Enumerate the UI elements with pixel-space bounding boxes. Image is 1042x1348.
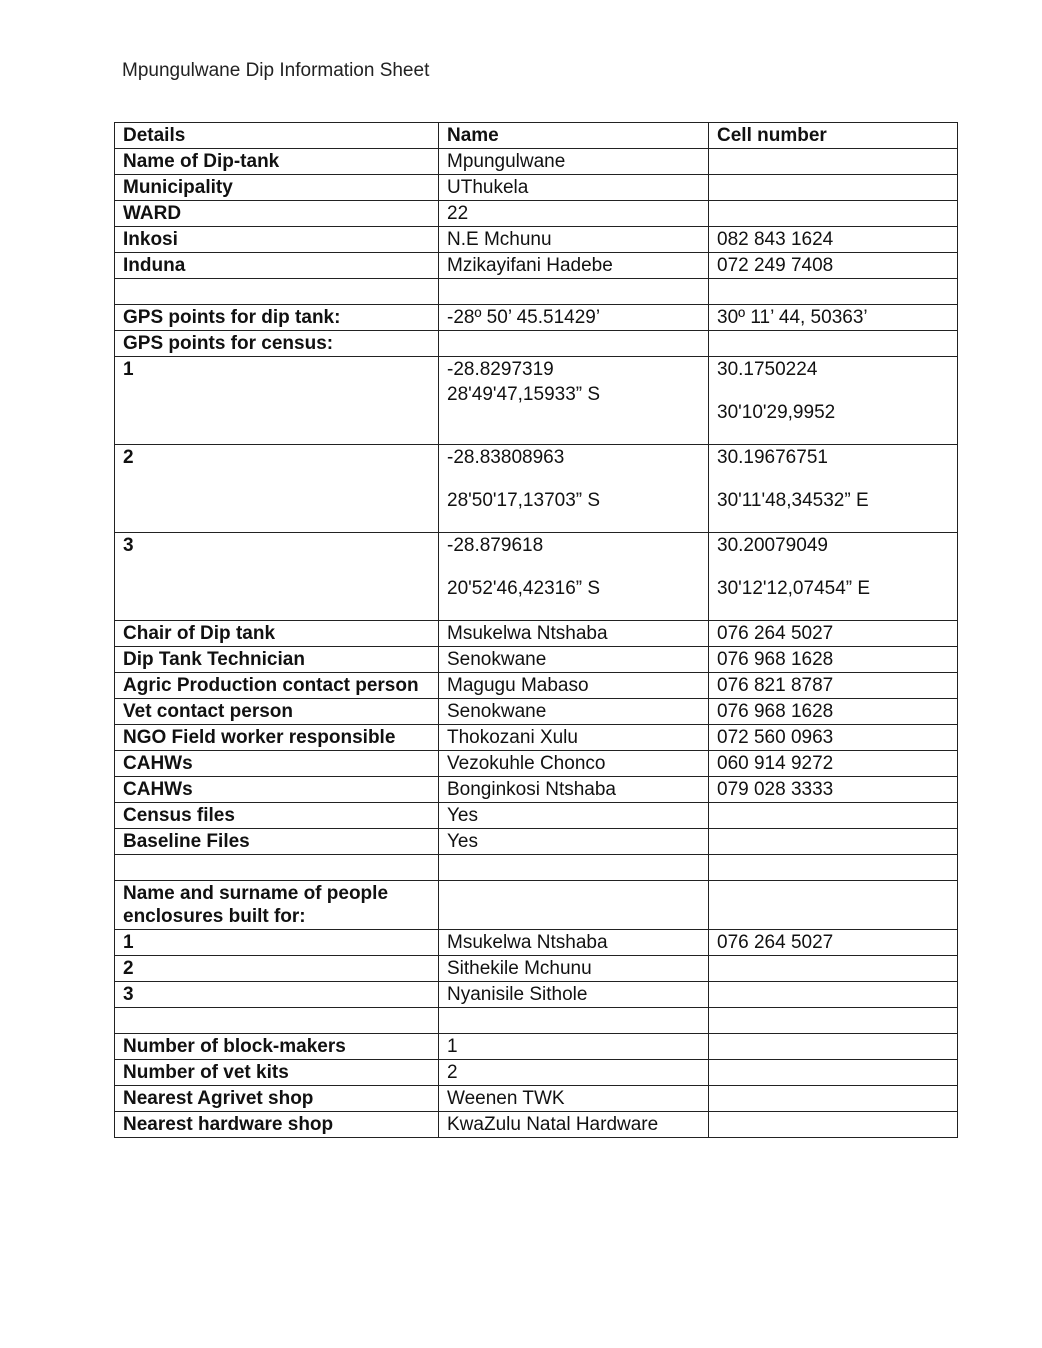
empty-row	[115, 855, 958, 881]
spacer	[717, 381, 949, 401]
row-label: Municipality	[115, 175, 439, 201]
row-cell	[709, 829, 958, 855]
empty-cell	[439, 1008, 709, 1034]
row-label: Name of Dip-tank	[115, 149, 439, 175]
longitude-cell	[709, 357, 958, 445]
empty-row	[115, 279, 958, 305]
row-label: Number of block-makers	[115, 1034, 439, 1060]
row-cell: 076 968 1628	[709, 647, 958, 673]
row-cell	[709, 1034, 958, 1060]
row-name: Sithekile Mchunu	[439, 956, 709, 982]
row-label: Census files	[115, 803, 439, 829]
census-point-row	[115, 357, 958, 445]
row-cell	[709, 803, 958, 829]
row-name: Nyanisile Sithole	[439, 982, 709, 1008]
row-label: 1	[115, 357, 439, 445]
empty-cell	[115, 1008, 439, 1034]
row-name: Bonginkosi Ntshaba	[439, 777, 709, 803]
table-row	[115, 175, 958, 201]
row-cell	[709, 331, 958, 357]
table-row	[115, 305, 958, 331]
latitude-dms: 28'49'47,15933” S	[447, 384, 601, 405]
row-label: CAHWs	[115, 777, 439, 803]
row-name: Yes	[439, 803, 709, 829]
row-name: 1	[439, 1034, 709, 1060]
row-label: Induna	[115, 253, 439, 279]
header-cell-number: Cell number	[709, 123, 958, 149]
row-name: Senokwane	[439, 647, 709, 673]
table-row	[115, 149, 958, 175]
header-details: Details	[115, 123, 439, 149]
empty-cell	[709, 1008, 958, 1034]
table-row	[115, 777, 958, 803]
empty-cell	[115, 855, 439, 881]
table-row	[115, 647, 958, 673]
row-name: Msukelwa Ntshaba	[439, 621, 709, 647]
latitude-cell	[439, 533, 709, 621]
table-row	[115, 1112, 958, 1138]
row-name	[439, 331, 709, 357]
row-cell: 076 264 5027	[709, 621, 958, 647]
row-label: 1	[115, 930, 439, 956]
row-cell: 076 968 1628	[709, 699, 958, 725]
row-name: 22	[439, 201, 709, 227]
longitude-dms: 30'10'29,9952	[717, 402, 836, 423]
row-cell: 079 028 3333	[709, 777, 958, 803]
row-name: Thokozani Xulu	[439, 725, 709, 751]
latitude-cell	[439, 445, 709, 533]
row-label: 2	[115, 956, 439, 982]
table-row	[115, 253, 958, 279]
row-name: 2	[439, 1060, 709, 1086]
latitude-dms: 20'52'46,42316” S	[447, 578, 601, 599]
row-label: Vet contact person	[115, 699, 439, 725]
empty-cell	[115, 279, 439, 305]
row-cell: 076 264 5027	[709, 930, 958, 956]
row-label: Agric Production contact person	[115, 673, 439, 699]
row-label: CAHWs	[115, 751, 439, 777]
row-name: Magugu Mabaso	[439, 673, 709, 699]
row-label: 2	[115, 445, 439, 533]
spacer	[717, 557, 949, 577]
row-label: WARD	[115, 201, 439, 227]
empty-cell	[709, 279, 958, 305]
row-label: NGO Field worker responsible	[115, 725, 439, 751]
table-row	[115, 725, 958, 751]
table-row	[115, 673, 958, 699]
row-cell: 076 821 8787	[709, 673, 958, 699]
row-name: KwaZulu Natal Hardware	[439, 1112, 709, 1138]
row-name: Yes	[439, 829, 709, 855]
row-label: GPS points for census:	[115, 331, 439, 357]
row-cell	[709, 1060, 958, 1086]
row-name: UThukela	[439, 175, 709, 201]
row-name: Msukelwa Ntshaba	[439, 930, 709, 956]
table-row	[115, 201, 958, 227]
row-cell	[709, 881, 958, 930]
census-point-row	[115, 445, 958, 533]
empty-cell	[439, 855, 709, 881]
row-label: Name and surname of people enclosures built for:	[115, 881, 439, 930]
row-label: Baseline Files	[115, 829, 439, 855]
row-label: 3	[115, 533, 439, 621]
row-name: Senokwane	[439, 699, 709, 725]
row-cell	[709, 956, 958, 982]
census-point-row	[115, 533, 958, 621]
longitude-cell	[709, 445, 958, 533]
row-cell: 30º 11’ 44, 50363’	[709, 305, 958, 331]
row-label: Nearest Agrivet shop	[115, 1086, 439, 1112]
row-cell	[709, 149, 958, 175]
table-header-row	[115, 123, 958, 149]
table-row	[115, 699, 958, 725]
table-row	[115, 227, 958, 253]
table-row	[115, 1086, 958, 1112]
latitude-cell	[439, 357, 709, 445]
table-row	[115, 881, 958, 930]
row-label: Number of vet kits	[115, 1060, 439, 1086]
header-name: Name	[439, 123, 709, 149]
row-label: Dip Tank Technician	[115, 647, 439, 673]
table-row	[115, 1034, 958, 1060]
row-label: 3	[115, 982, 439, 1008]
empty-cell	[439, 279, 709, 305]
longitude-decimal: 30.20079049	[717, 535, 828, 556]
longitude-decimal: 30.1750224	[717, 359, 818, 380]
row-label: Nearest hardware shop	[115, 1112, 439, 1138]
longitude-dms: 30'11'48,34532” E	[717, 490, 869, 511]
row-cell	[709, 175, 958, 201]
row-name: -28º 50’ 45.51429’	[439, 305, 709, 331]
row-cell: 072 560 0963	[709, 725, 958, 751]
longitude-decimal: 30.19676751	[717, 447, 828, 468]
row-name: Mpungulwane	[439, 149, 709, 175]
spacer	[717, 469, 949, 489]
row-cell	[709, 1112, 958, 1138]
empty-cell	[709, 855, 958, 881]
row-name: N.E Mchunu	[439, 227, 709, 253]
table-row	[115, 982, 958, 1008]
table-row	[115, 621, 958, 647]
longitude-cell	[709, 533, 958, 621]
longitude-dms: 30'12'12,07454” E	[717, 578, 871, 599]
row-label: Inkosi	[115, 227, 439, 253]
table-row	[115, 829, 958, 855]
row-name: Mzikayifani Hadebe	[439, 253, 709, 279]
row-cell: 082 843 1624	[709, 227, 958, 253]
table-row	[115, 331, 958, 357]
row-cell	[709, 1086, 958, 1112]
latitude-decimal: -28.879618	[447, 535, 544, 556]
row-cell	[709, 982, 958, 1008]
row-label: Chair of Dip tank	[115, 621, 439, 647]
row-cell	[709, 201, 958, 227]
row-cell: 072 249 7408	[709, 253, 958, 279]
latitude-dms: 28'50'17,13703” S	[447, 490, 601, 511]
table-row	[115, 956, 958, 982]
latitude-decimal: -28.8297319	[447, 359, 554, 380]
document-title: Mpungulwane Dip Information Sheet	[122, 60, 430, 81]
row-name: Weenen TWK	[439, 1086, 709, 1112]
row-name: Vezokuhle Chonco	[439, 751, 709, 777]
spacer	[447, 557, 700, 577]
latitude-decimal: -28.83808963	[447, 447, 565, 468]
row-name	[439, 881, 709, 930]
empty-row	[115, 1008, 958, 1034]
row-label: GPS points for dip tank:	[115, 305, 439, 331]
row-cell: 060 914 9272	[709, 751, 958, 777]
dip-info-table	[114, 122, 958, 1138]
table-row	[115, 1060, 958, 1086]
table-row	[115, 751, 958, 777]
spacer	[447, 469, 700, 489]
table-row	[115, 803, 958, 829]
table-row	[115, 930, 958, 956]
